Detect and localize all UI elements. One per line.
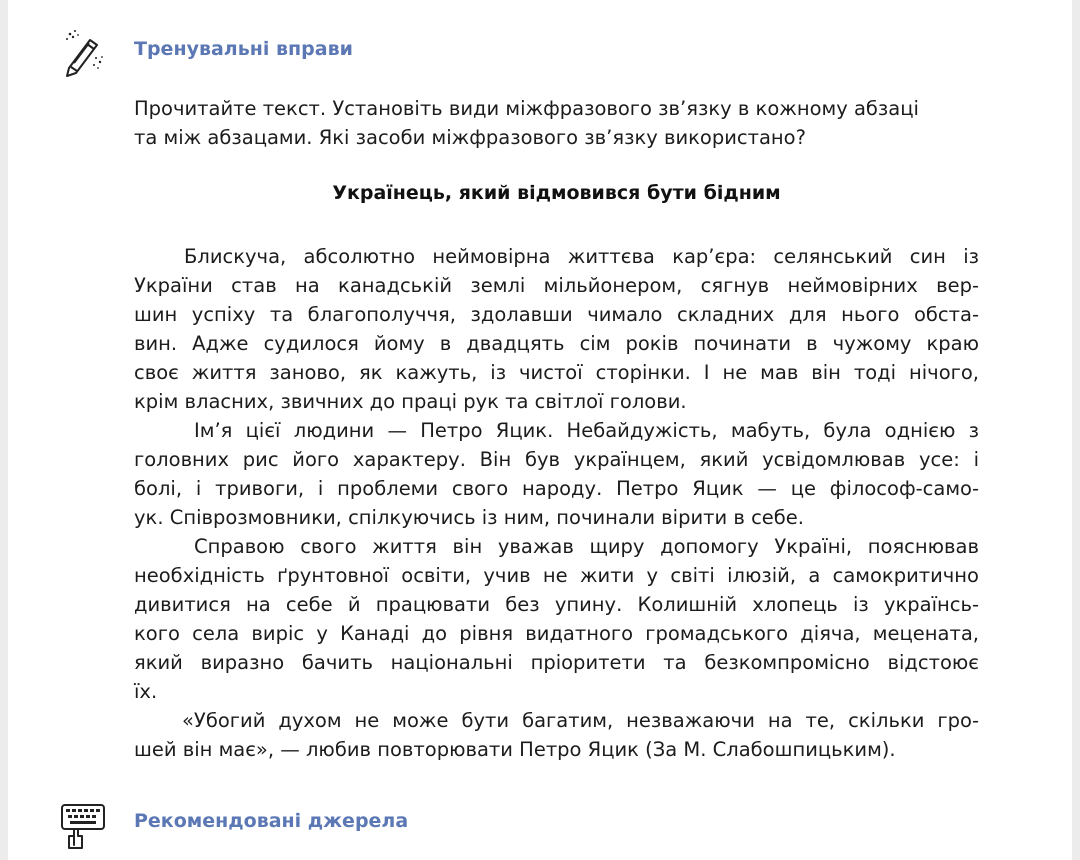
paragraph-1 [134, 242, 979, 416]
text-line: крім власних, звичних до праці рук та світлої голови. [134, 390, 687, 413]
document-page [8, 0, 1072, 860]
text-line: своє життя заново, як кажуть, із чистої сторінки. І не мав він тоді нічого, [134, 361, 979, 384]
text-line: дивитися на себе й працювати без упину. Колишній хлопець із українсь- [134, 593, 979, 616]
paragraph-2 [134, 416, 979, 532]
text-line: «Убогий духом не може бути багатим, незважаючи на те, скільки гро- [182, 709, 979, 732]
text-line: кого села виріс у Канаді до рівня видатного громадського діяча, мецената, [134, 622, 979, 645]
text-line: їх. [134, 680, 158, 703]
task-line: Прочитайте текст. Установіть види міжфразового зв’язку в кожному абзаці [134, 97, 919, 120]
paragraph-4 [134, 706, 979, 764]
keyboard-hand-icon [56, 800, 112, 850]
text-line: Справою свого життя він уважав щиру допомогу Україні, пояснював [194, 535, 979, 558]
sources-section-header [8, 800, 1072, 850]
paragraph-3 [134, 532, 979, 706]
text-title: Українець, який відмовився бути бідним [332, 182, 781, 204]
text-body [134, 242, 979, 764]
text-line: шей він має», — любив повторювати Петро Яцик (За М. Слабошпицьким). [134, 738, 896, 761]
task-line: та між абзацами. Які засоби міжфразового зв’язку використано? [134, 126, 806, 149]
magic-pencil-icon [56, 28, 112, 78]
exercise-section-header [8, 28, 1072, 78]
text-line: вин. Адже судилося йому в двадцять сім років починати в чужому краю [134, 332, 979, 355]
text-line: Ім’я цієї людини — Петро Яцик. Небайдужість, мабуть, була однією з [194, 419, 979, 442]
task-instructions [134, 94, 979, 152]
text-line: необхідність ґрунтовної освіти, учив не жити у світі ілюзій, а самокритично [134, 564, 979, 587]
exercise-section-title: Тренувальні вправи [134, 38, 353, 60]
text-line: ук. Співрозмовники, спілкуючись із ним, починали вірити в себе. [134, 506, 805, 529]
sources-section-title: Рекомендовані джерела [134, 810, 409, 832]
text-line: головних рис його характеру. Він був українцем, який усвідомлював усе: і [134, 448, 979, 471]
text-line: шин успіху та благополуччя, здолавши чимало складних для нього обста- [134, 303, 979, 326]
text-line: болі, і тривоги, і проблеми свого народу. Петро Яцик — це філософ-само- [134, 477, 979, 500]
text-line: Блискуча, абсолютно неймовірна життєва кар’єра: селянський син із [184, 245, 979, 268]
text-line: України став на канадській землі мільйонером, сягнув неймовірних вер- [134, 274, 979, 297]
text-line: який виразно бачить національні пріоритети та безкомпромісно відстоює [134, 651, 979, 674]
